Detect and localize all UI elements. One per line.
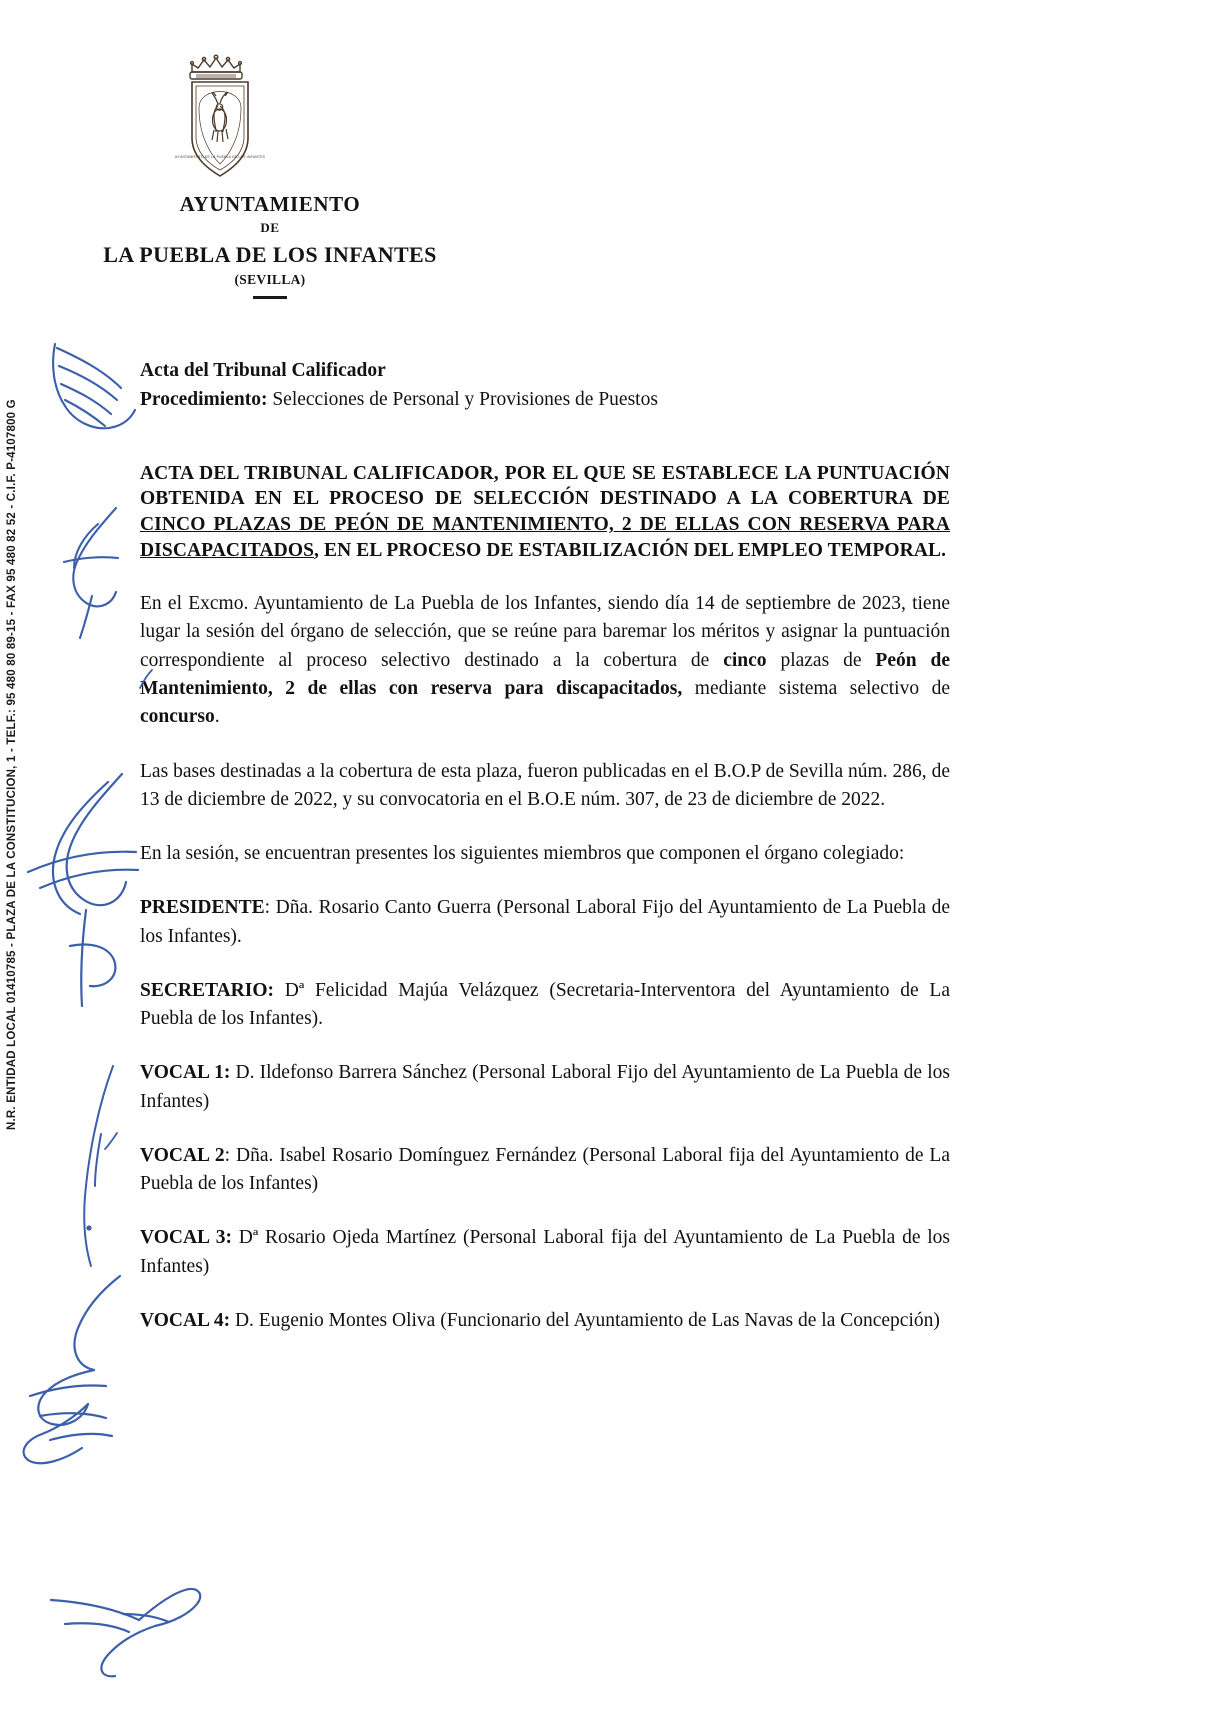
svg-text:AYUNTAMIENTO DE LA PUEBLA DE L: AYUNTAMIENTO DE LA PUEBLA DE LOS INFANTES (174, 155, 266, 159)
document-body (140, 356, 950, 1335)
paragraph-attendance: En la sesión, se encuentran presentes los siguientes miembros que componen el órgano colegiado: (140, 843, 905, 865)
member-vocal-3 (140, 1224, 950, 1281)
member-sep-vocal-2: : (224, 1144, 237, 1166)
institution-header (60, 192, 480, 299)
member-role-vocal-2: VOCAL 2 (140, 1144, 225, 1166)
member-name-secretary: Dª Felicidad Majúa Velázquez (Secretaria-Interventora del Ayuntamiento de La Puebla de los Infantes). (140, 979, 951, 1030)
coat-of-arms-icon (172, 46, 268, 181)
member-role-secretary: SECRETARIO: (140, 979, 274, 1001)
paragraph-session-g: . (214, 706, 220, 728)
member-vocal-2 (140, 1142, 950, 1199)
member-name-vocal-4: D. Eugenio Montes Oliva (Funcionario del Ayuntamiento de Las Navas de la Concepción) (234, 1309, 940, 1331)
paragraph-session-e: mediante sistema selectivo de (682, 677, 951, 699)
member-role-vocal-4: VOCAL 4: (140, 1309, 231, 1331)
registry-sidebar-text: N.R. ENTIDAD LOCAL 01410785 - PLAZA DE LA CONSTITUCION, 1 - TELF.: 95 480 80 89-15 - FAX 95 480 82 52 - C.I.F. P-4107800 G (6, 399, 18, 1130)
title-part-2: , EN EL PROCESO DE ESTABILIZACIÓN DEL EMPLEO TEMPORAL. (314, 540, 947, 562)
member-vocal-4 (140, 1307, 950, 1335)
member-name-vocal-2: Dña. Isabel Rosario Domínguez Fernández (Personal Laboral fija del Ayuntamiento de La Puebla de los Infantes) (140, 1144, 950, 1195)
document-type-label: Acta del Tribunal Calificador (140, 360, 386, 381)
member-president (140, 894, 950, 951)
procedure-line (140, 385, 950, 414)
member-role-vocal-3: VOCAL 3: (140, 1227, 232, 1249)
document-type-line (140, 356, 950, 385)
member-name-vocal-3: Dª Rosario Ojeda Martínez (Personal Laboral fija del Ayuntamiento de La Puebla de los Infantes) (140, 1227, 951, 1277)
header-line-province: (SEVILLA) (234, 272, 306, 287)
header-line-municipality: LA PUEBLA DE LOS INFANTES (103, 242, 437, 267)
header-line-ayuntamiento: AYUNTAMIENTO (179, 192, 361, 216)
procedure-value: Selecciones de Personal y Provisiones de Puestos (267, 389, 658, 411)
member-name-vocal-1: D. Ildefonso Barrera Sánchez (Personal Laboral Fijo del Ayuntamiento de La Puebla de los Infantes) (140, 1062, 950, 1112)
signature-mark-comma (95, 1125, 135, 1165)
signature-mark-stroke (55, 1060, 145, 1280)
member-vocal-1 (140, 1059, 950, 1116)
member-sep-president: : (264, 897, 276, 919)
signature-mark-footer (35, 1580, 255, 1700)
header-divider (253, 296, 287, 299)
paragraph-session (140, 590, 950, 731)
member-role-president: PRESIDENTE (140, 897, 265, 919)
paragraph-session-b: cinco (723, 649, 767, 671)
title-underlined-part: CINCO PLAZAS DE PEÓN DE MANTENIMIENTO, 2 DE ELLAS CON RESERVA PARA DISCAPACITADOS (140, 514, 950, 562)
member-name-president: Dña. Rosario Canto Guerra (Personal Laboral Fijo del Ayuntamiento de La Puebla de los Infantes). (140, 897, 950, 947)
member-role-vocal-1: VOCAL 1: (140, 1062, 231, 1084)
page-title (140, 461, 950, 565)
member-sep-vocal-3 (232, 1227, 239, 1248)
paragraph-session-d: Peón de Mantenimiento, 2 de ellas con reserva para discapacitados, (140, 649, 950, 699)
procedure-label: Procedimiento: (140, 389, 268, 411)
member-secretary (140, 977, 950, 1034)
title-part-1: ACTA DEL TRIBUNAL CALIFICADOR, POR EL QUE SE ESTABLECE LA PUNTUACIÓN OBTENIDA EN EL PROCESO DE SELECCIÓN DESTINADO A LA COBERTURA DE (140, 462, 950, 510)
paragraph-session-a: En el Excmo. Ayuntamiento de La Puebla de los Infantes, siendo día 14 de septiembre de 2023, tiene lugar la sesión del órgano de selección, que se reúne para baremar los méritos y asignar la puntuación correspondiente al proceso selectivo destinado a la cobertura de (140, 593, 950, 671)
member-sep-secretary (274, 980, 285, 1001)
paragraph-publication: Las bases destinadas a la cobertura de esta plaza, fueron publicadas en el B.O.P de Sevilla núm. 286, de 13 de diciembre de 2022, y su convocatoria en el B.O.E núm. 307, de 23 de diciembre de 2022. (140, 760, 950, 810)
header-line-de: DE (260, 220, 280, 235)
paragraph-session-c: plazas de (766, 649, 876, 671)
paragraph-session-f: concurso (140, 706, 215, 728)
